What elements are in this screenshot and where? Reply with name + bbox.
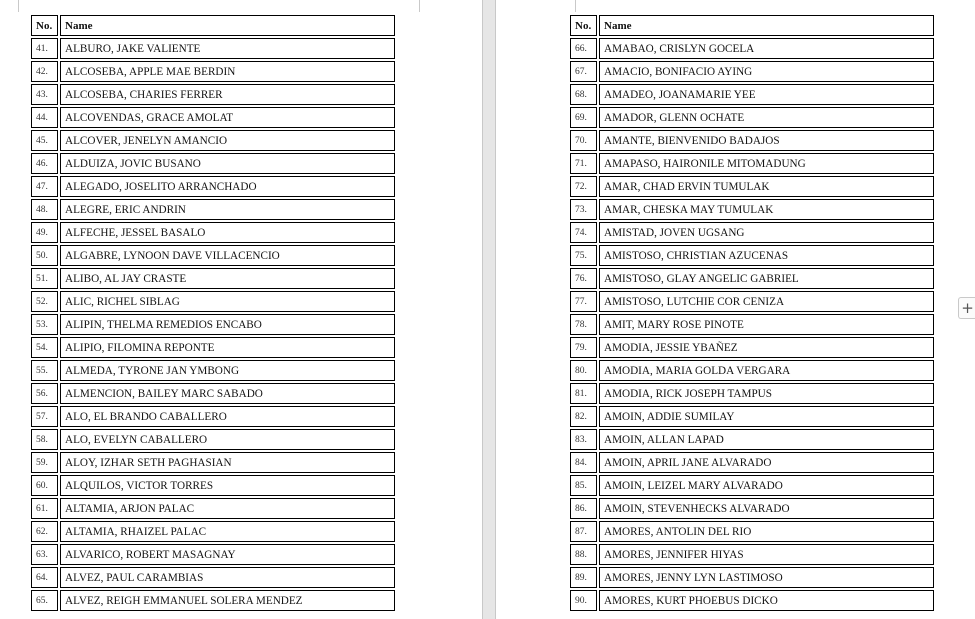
- row-number: 88.: [570, 544, 597, 565]
- row-number: 57.: [31, 406, 58, 427]
- row-number: 54.: [31, 337, 58, 358]
- table-row: [570, 268, 934, 289]
- margin-marker: [18, 0, 19, 12]
- table-row: [570, 429, 934, 450]
- row-number: 76.: [570, 268, 597, 289]
- row-number: 55.: [31, 360, 58, 381]
- header-no: No.: [31, 15, 58, 36]
- row-number: 79.: [570, 337, 597, 358]
- table-row: [570, 38, 934, 59]
- header-no: No.: [570, 15, 597, 36]
- row-name: ALTAMIA, RHAIZEL PALAC: [60, 521, 395, 542]
- row-number: 74.: [570, 222, 597, 243]
- row-name: AMOIN, STEVENHECKS ALVARADO: [599, 498, 934, 519]
- margin-marker: [575, 0, 576, 12]
- table-row: [570, 291, 934, 312]
- row-name: AMABAO, CRISLYN GOCELA: [599, 38, 934, 59]
- table-row: [31, 176, 395, 197]
- table-row: [570, 153, 934, 174]
- row-number: 66.: [570, 38, 597, 59]
- table-row: [31, 590, 395, 611]
- row-number: 42.: [31, 61, 58, 82]
- table-row: [570, 383, 934, 404]
- row-number: 62.: [31, 521, 58, 542]
- table-row: [31, 429, 395, 450]
- row-number: 72.: [570, 176, 597, 197]
- table-row: [570, 475, 934, 496]
- table-row: [31, 383, 395, 404]
- table-row: [31, 360, 395, 381]
- table-row: [31, 406, 395, 427]
- table-row: [570, 222, 934, 243]
- row-number: 90.: [570, 590, 597, 611]
- row-number: 87.: [570, 521, 597, 542]
- row-number: 70.: [570, 130, 597, 151]
- row-name: AMORES, KURT PHOEBUS DICKO: [599, 590, 934, 611]
- row-name: ALCOSEBA, APPLE MAE BERDIN: [60, 61, 395, 82]
- row-name: AMOIN, ADDIE SUMILAY: [599, 406, 934, 427]
- row-number: 67.: [570, 61, 597, 82]
- table-header-row: [31, 15, 395, 36]
- table-row: [31, 337, 395, 358]
- row-number: 46.: [31, 153, 58, 174]
- row-name: ALO, EL BRANDO CABALLERO: [60, 406, 395, 427]
- row-number: 75.: [570, 245, 597, 266]
- table-row: [570, 452, 934, 473]
- row-name: ALIC, RICHEL SIBLAG: [60, 291, 395, 312]
- row-name: ALGABRE, LYNOON DAVE VILLACENCIO: [60, 245, 395, 266]
- row-number: 68.: [570, 84, 597, 105]
- header-name: Name: [60, 15, 395, 36]
- table-row: [570, 176, 934, 197]
- table-row: [570, 245, 934, 266]
- table-row: [31, 567, 395, 588]
- row-number: 61.: [31, 498, 58, 519]
- row-name: AMISTOSO, GLAY ANGELIC GABRIEL: [599, 268, 934, 289]
- row-name: ALEGADO, JOSELITO ARRANCHADO: [60, 176, 395, 197]
- row-number: 71.: [570, 153, 597, 174]
- row-name: ALBURO, JAKE VALIENTE: [60, 38, 395, 59]
- row-number: 84.: [570, 452, 597, 473]
- row-number: 48.: [31, 199, 58, 220]
- table-row: [31, 222, 395, 243]
- row-name: ALCOVENDAS, GRACE AMOLAT: [60, 107, 395, 128]
- table-row: [570, 544, 934, 565]
- document-page-right: [496, 0, 975, 619]
- row-name: AMISTOSO, LUTCHIE COR CENIZA: [599, 291, 934, 312]
- margin-marker: [419, 0, 420, 12]
- row-number: 82.: [570, 406, 597, 427]
- table-row: [570, 521, 934, 542]
- table-row: [570, 498, 934, 519]
- row-name: ALMEDA, TYRONE JAN YMBONG: [60, 360, 395, 381]
- table-row: [570, 406, 934, 427]
- row-number: 86.: [570, 498, 597, 519]
- row-name: AMADOR, GLENN OCHATE: [599, 107, 934, 128]
- page-gutter: [482, 0, 496, 619]
- row-number: 50.: [31, 245, 58, 266]
- table-row: [31, 153, 395, 174]
- row-name: AMOIN, LEIZEL MARY ALVARADO: [599, 475, 934, 496]
- table-row: [31, 245, 395, 266]
- table-row: [31, 521, 395, 542]
- row-number: 47.: [31, 176, 58, 197]
- row-number: 52.: [31, 291, 58, 312]
- row-number: 85.: [570, 475, 597, 496]
- row-number: 56.: [31, 383, 58, 404]
- row-number: 45.: [31, 130, 58, 151]
- row-name: ALCOSEBA, CHARIES FERRER: [60, 84, 395, 105]
- table-row: [31, 107, 395, 128]
- row-name: AMODIA, MARIA GOLDA VERGARA: [599, 360, 934, 381]
- table-row: [570, 84, 934, 105]
- plus-icon: +: [961, 299, 974, 317]
- row-name: ALTAMIA, ARJON PALAC: [60, 498, 395, 519]
- row-number: 69.: [570, 107, 597, 128]
- table-row: [570, 360, 934, 381]
- row-name: AMOIN, APRIL JANE ALVARADO: [599, 452, 934, 473]
- table-row: [31, 61, 395, 82]
- row-name: AMORES, JENNY LYN LASTIMOSO: [599, 567, 934, 588]
- row-name: AMAPASO, HAIRONILE MITOMADUNG: [599, 153, 934, 174]
- row-number: 65.: [31, 590, 58, 611]
- row-name: AMORES, JENNIFER HIYAS: [599, 544, 934, 565]
- table-row: [31, 498, 395, 519]
- table-row: [570, 590, 934, 611]
- table-row: [31, 38, 395, 59]
- table-row: [570, 130, 934, 151]
- document-page-left: [0, 0, 482, 619]
- row-number: 77.: [570, 291, 597, 312]
- row-number: 89.: [570, 567, 597, 588]
- table-row: [31, 199, 395, 220]
- row-name: AMIT, MARY ROSE PINOTE: [599, 314, 934, 335]
- row-name: ALDUIZA, JOVIC BUSANO: [60, 153, 395, 174]
- table-row: [570, 61, 934, 82]
- row-name: ALO, EVELYN CABALLERO: [60, 429, 395, 450]
- row-name: ALVARICO, ROBERT MASAGNAY: [60, 544, 395, 565]
- table-row: [570, 314, 934, 335]
- row-name: AMORES, ANTOLIN DEL RIO: [599, 521, 934, 542]
- table-row: [570, 107, 934, 128]
- row-name: AMAR, CHAD ERVIN TUMULAK: [599, 176, 934, 197]
- table-row: [31, 84, 395, 105]
- table-row: [31, 130, 395, 151]
- row-name: AMANTE, BIENVENIDO BADAJOS: [599, 130, 934, 151]
- row-number: 44.: [31, 107, 58, 128]
- row-number: 53.: [31, 314, 58, 335]
- table-row: [31, 291, 395, 312]
- row-number: 81.: [570, 383, 597, 404]
- table-row: [570, 199, 934, 220]
- row-name: ALMENCION, BAILEY MARC SABADO: [60, 383, 395, 404]
- table-row: [31, 452, 395, 473]
- row-name: ALIPIN, THELMA REMEDIOS ENCABO: [60, 314, 395, 335]
- name-table-right: [568, 13, 936, 613]
- row-name: ALEGRE, ERIC ANDRIN: [60, 199, 395, 220]
- row-name: ALFECHE, JESSEL BASALO: [60, 222, 395, 243]
- row-number: 64.: [31, 567, 58, 588]
- row-name: AMODIA, RICK JOSEPH TAMPUS: [599, 383, 934, 404]
- row-name: AMAR, CHESKA MAY TUMULAK: [599, 199, 934, 220]
- row-name: ALIBO, AL JAY CRASTE: [60, 268, 395, 289]
- row-name: AMADEO, JOANAMARIE YEE: [599, 84, 934, 105]
- table-header-row: [570, 15, 934, 36]
- row-name: ALVEZ, PAUL CARAMBIAS: [60, 567, 395, 588]
- table-row: [31, 314, 395, 335]
- row-number: 43.: [31, 84, 58, 105]
- row-number: 73.: [570, 199, 597, 220]
- add-button[interactable]: [958, 297, 975, 319]
- table-row: [31, 475, 395, 496]
- row-name: ALCOVER, JENELYN AMANCIO: [60, 130, 395, 151]
- row-number: 58.: [31, 429, 58, 450]
- name-table-left: [29, 13, 397, 613]
- row-number: 83.: [570, 429, 597, 450]
- row-number: 63.: [31, 544, 58, 565]
- row-number: 59.: [31, 452, 58, 473]
- row-number: 80.: [570, 360, 597, 381]
- row-name: ALIPIO, FILOMINA REPONTE: [60, 337, 395, 358]
- row-number: 78.: [570, 314, 597, 335]
- table-row: [570, 567, 934, 588]
- row-name: AMISTOSO, CHRISTIAN AZUCENAS: [599, 245, 934, 266]
- row-name: ALQUILOS, VICTOR TORRES: [60, 475, 395, 496]
- row-name: AMOIN, ALLAN LAPAD: [599, 429, 934, 450]
- table-row: [31, 268, 395, 289]
- row-name: AMODIA, JESSIE YBAÑEZ: [599, 337, 934, 358]
- row-name: AMACIO, BONIFACIO AYING: [599, 61, 934, 82]
- row-name: AMISTAD, JOVEN UGSANG: [599, 222, 934, 243]
- row-number: 51.: [31, 268, 58, 289]
- row-name: ALVEZ, REIGH EMMANUEL SOLERA MENDEZ: [60, 590, 395, 611]
- row-number: 60.: [31, 475, 58, 496]
- header-name: Name: [599, 15, 934, 36]
- row-number: 49.: [31, 222, 58, 243]
- table-row: [31, 544, 395, 565]
- row-number: 41.: [31, 38, 58, 59]
- table-row: [570, 337, 934, 358]
- row-name: ALOY, IZHAR SETH PAGHASIAN: [60, 452, 395, 473]
